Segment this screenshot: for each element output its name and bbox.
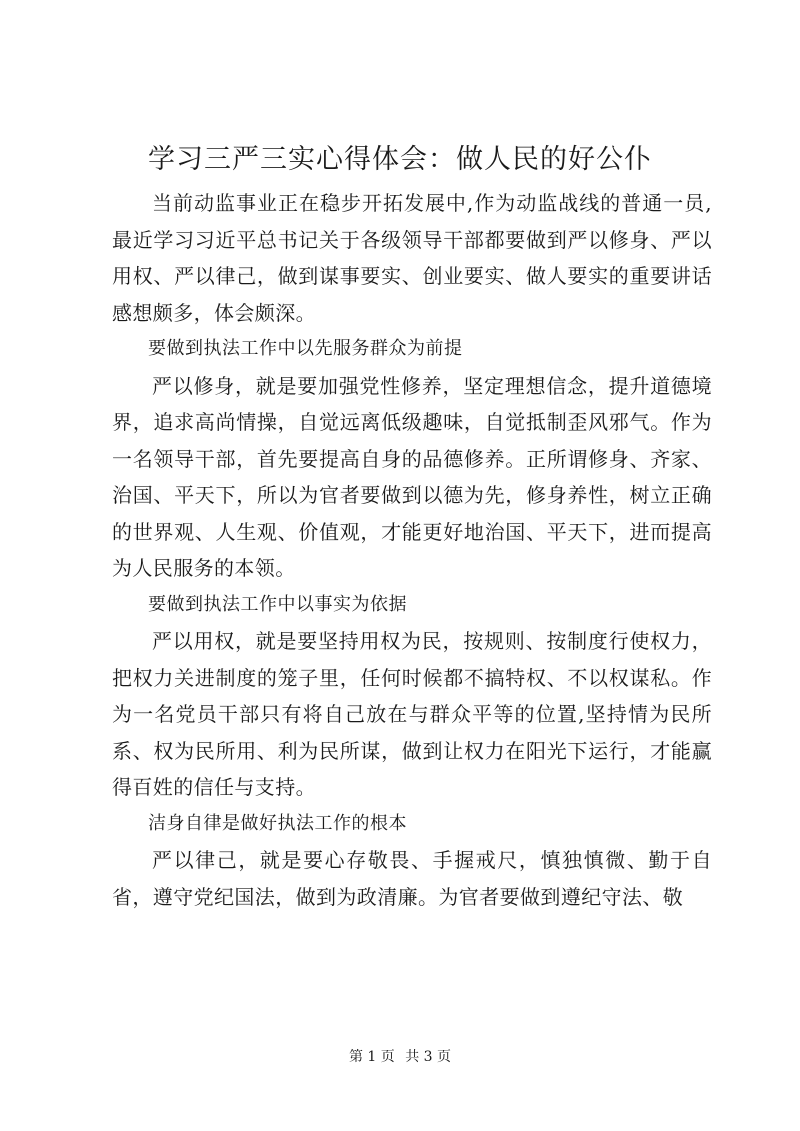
paragraph-intro: 当前动监事业正在稳步开拓发展中,作为动监战线的普通一员,最近学习习近平总书记关于各级领导干部都要做到严以修身、严以用权、严以律己，做到谋事要实、创业要实、做人要实的重要讲话感想颇多，体会颇深。 <box>112 191 712 325</box>
document-body <box>112 185 712 915</box>
section-heading-facts: 要做到执法工作中以事实为依据 <box>148 593 407 615</box>
paragraph-use-of-power: 严以用权，就是要坚持用权为民，按规则、按制度行使权力，把权力关进制度的笼子里，任何时候都不搞特权、不以权谋私。作为一名党员干部只有将自己放在与群众平等的位置,坚持情为民所系、权为民所用、利为民所谋，做到让权力在阳光下运行，才能赢得百姓的信任与支持。 <box>112 629 712 799</box>
document-title: 学习三严三实心得体会：做人民的好公仆 <box>148 144 652 175</box>
section-heading-service: 要做到执法工作中以先服务群众为前提 <box>148 338 463 359</box>
page-total: 共 3 页 <box>405 1049 452 1065</box>
page-footer <box>0 1047 800 1067</box>
paragraph-self-discipline: 严以律己，就是要心存敬畏、手握戒尺，慎独慎微、勤于自省，遵守党纪国法，做到为政清廉。为官者要做到遵纪守法、敬 <box>112 848 712 909</box>
section-heading-self-discipline: 洁身自律是做好执法工作的根本 <box>148 812 407 834</box>
paragraph-self-cultivation: 严以修身，就是要加强党性修养，坚定理想信念，提升道德境界，追求高尚情操，自觉远离低级趣味，自觉抵制歪风邪气。作为一名领导干部，首先要提高自身的品德修养。正所谓修身、齐家、治国、平天下，所以为官者要做到以德为先，修身养性，树立正确的世界观、人生观、价值观，才能更好地治国、平天下，进而提高为人民服务的本领。 <box>112 373 712 580</box>
page-number: 第 1 页 <box>348 1049 395 1065</box>
